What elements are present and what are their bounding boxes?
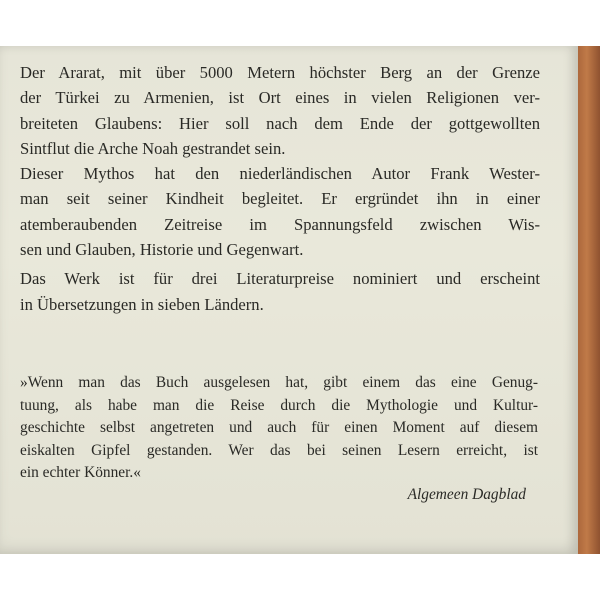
quote-line: geschichte selbst angetreten und auch für einen Moment auf diesem — [20, 419, 538, 437]
quote-line: ein echter Könner.« — [20, 464, 141, 482]
blurb-line: Der Ararat, mit über 5000 Metern höchster Berg an der Grenze — [20, 63, 540, 82]
blurb-paragraph-1 — [20, 60, 540, 161]
quote-line: eiskalten Gipfel gestanden. Wer das bei seinen Lesern erreicht, ist — [20, 441, 538, 459]
quote-source: Algemeen Dagblad — [407, 486, 526, 503]
blurb-line: der Türkei zu Armenien, ist Ort eines in vielen Religionen ver- — [20, 88, 540, 108]
wooden-surface-edge — [576, 46, 600, 554]
book-blurb — [20, 60, 540, 317]
blurb-paragraph-3 — [20, 266, 540, 317]
blurb-line: Sintflut die Arche Noah gestrandet sein. — [20, 138, 286, 158]
blurb-line: atemberaubenden Zeitreise im Spannungsfeld zwischen Wis- — [20, 214, 540, 234]
blurb-line: Dieser Mythos hat den niederländischen Autor Frank Wester- — [20, 164, 540, 184]
blurb-line: sen und Glauben, Historie und Gegenwart. — [20, 240, 304, 260]
quote-line: »Wenn man das Buch ausgelesen hat, gibt einem das eine Genug- — [20, 374, 538, 391]
blurb-line: in Übersetzungen in sieben Ländern. — [20, 294, 264, 314]
blurb-line: Das Werk ist für drei Literaturpreise nominiert und erscheint — [20, 269, 540, 289]
press-quote — [20, 372, 538, 485]
quote-line: tuung, als habe man die Reise durch die Mythologie und Kultur- — [20, 396, 538, 414]
blurb-paragraph-2 — [20, 161, 540, 262]
blurb-line: man seit seiner Kindheit begleitet. Er ergründet ihn in einer — [20, 189, 540, 209]
blurb-line: breiteten Glaubens: Hier soll nach dem Ende der gottgewollten — [20, 113, 540, 133]
book-back-cover — [0, 46, 578, 554]
